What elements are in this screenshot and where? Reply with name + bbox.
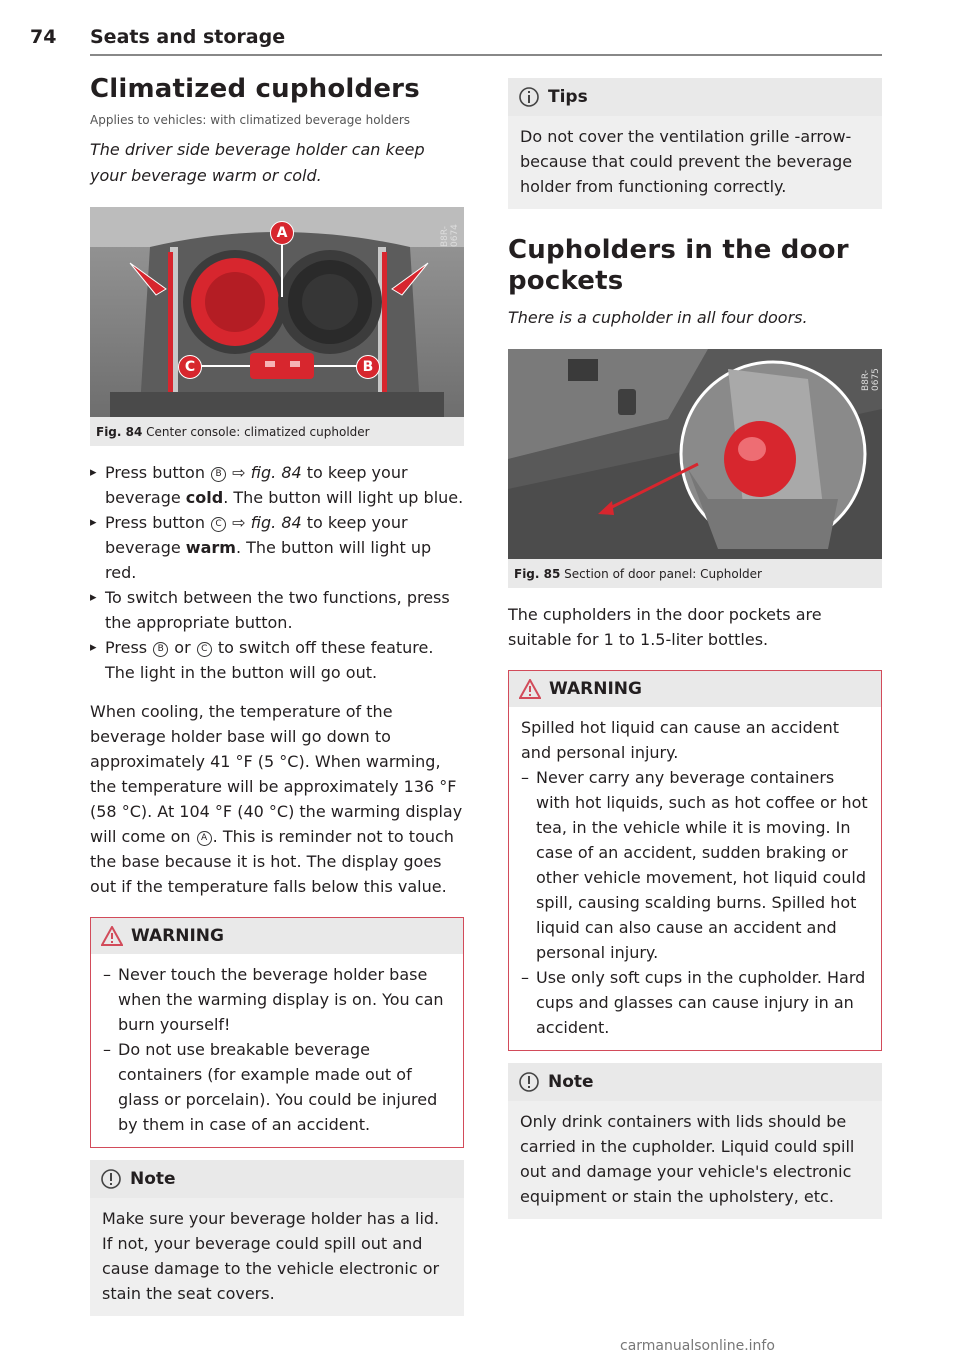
step-cold: ▸ Press button B ⇨ fig. 84 to keep your beverage cold. The button will light up blue.: [90, 460, 464, 510]
ref-c: C: [197, 642, 212, 657]
warning-body: [509, 707, 881, 1050]
footer-watermark[interactable]: carmanualsonline.info: [620, 1338, 775, 1354]
ref-b: B: [211, 467, 226, 482]
section-title: Seats and storage: [90, 26, 286, 48]
warning-item: – Never touch the beverage holder base when the warming display is on. You can burn yourself!: [103, 962, 451, 1037]
door-cupholders-title: Cupholders in the door pockets: [508, 235, 849, 296]
caption-number: Fig. 85: [514, 567, 561, 581]
climatized-intro: The driver side beverage holder can keep your beverage warm or cold.: [90, 140, 425, 185]
left-column: [90, 74, 464, 1316]
callout-a: A: [270, 221, 294, 245]
warning-title: WARNING: [131, 926, 224, 946]
note-header: [90, 1160, 464, 1198]
callout-b: B: [356, 355, 380, 379]
note-exclamation-icon: [100, 1168, 122, 1190]
note-body: Only drink containers with lids should be carried in the cupholder. Liquid could spill out and damage your vehicle's electronic equipment or stain the upholstery, etc.: [508, 1101, 882, 1219]
step-warm: ▸ Press button C ⇨ fig. 84 to keep your beverage warm. The button will light up red.: [90, 510, 464, 585]
tips-box: [508, 78, 882, 209]
warning-body: [91, 954, 463, 1147]
note-body: Make sure your beverage holder has a lid. If not, your beverage could spill out and cause damage to the vehicle electronic or stain the seat covers.: [90, 1198, 464, 1316]
note-exclamation-icon: [518, 1071, 540, 1093]
applies-note: Applies to vehicles: with climatized beverage holders: [90, 113, 411, 127]
caption-number: Fig. 84: [96, 425, 143, 439]
caption-text: Center console: climatized cupholder: [146, 425, 370, 439]
note-box-left: [90, 1160, 464, 1316]
figure-code: B8R-0675: [861, 368, 881, 391]
note-header: [508, 1063, 882, 1101]
warning-list: [521, 765, 869, 1040]
warning-intro: Spilled hot liquid can cause an accident and personal injury.: [521, 718, 840, 762]
ref-c: C: [211, 517, 226, 532]
temperature-paragraph: When cooling, the temperature of the beverage holder base will go down to approximately 41 °F (5 °C). When warming, the temperature will be approximately 136 °F (58 °C). At 104 °F (40 °C) the warming display will come on A . This is reminder not to touch the base because it is hot. The display goes out if the temperature falls below this value.: [90, 702, 463, 896]
warning-box-left: [90, 917, 464, 1148]
note-box-right: [508, 1063, 882, 1219]
ref-a: A: [197, 831, 212, 846]
tips-title: Tips: [548, 87, 588, 107]
door-panel-illustration: [508, 349, 882, 559]
figure-code: B8R-0674: [440, 224, 460, 247]
note-title: Note: [130, 1169, 176, 1189]
page-header: [0, 0, 960, 60]
warning-title: WARNING: [549, 679, 642, 699]
door-intro: There is a cupholder in all four doors.: [508, 308, 808, 327]
fig-ref: fig. 84: [250, 513, 302, 532]
warning-box-right: [508, 670, 882, 1051]
step-switch: ▸ To switch between the two functions, press the appropriate button.: [90, 585, 464, 635]
tips-header: [508, 78, 882, 116]
fig-ref: fig. 84: [250, 463, 302, 482]
right-column: [508, 78, 882, 1219]
callout-c: C: [178, 355, 202, 379]
steps-list: [90, 460, 464, 685]
ref-b: B: [153, 642, 168, 657]
warning-header: [91, 918, 463, 954]
climatized-cupholders-title: Climatized cupholders: [90, 74, 420, 104]
bottles-paragraph: The cupholders in the door pockets are suitable for 1 to 1.5-liter bottles.: [508, 605, 822, 649]
tips-body: Do not cover the ventilation grille -arrow- because that could prevent the beverage holder from functioning correctly.: [508, 116, 882, 209]
warning-item: – Do not use breakable beverage containers (for example made out of glass or porcelain). You could be injured by them in case of an accident.: [103, 1037, 451, 1137]
warning-list: [103, 962, 451, 1137]
header-rule: [90, 54, 882, 56]
warning-triangle-icon: [519, 679, 541, 699]
figure-85-caption: [508, 559, 882, 588]
page-number: 74: [30, 26, 57, 48]
warning-triangle-icon: [101, 926, 123, 946]
warning-item: – Use only soft cups in the cupholder. Hard cups and glasses can cause injury in an accident.: [521, 965, 869, 1040]
figure-84: [90, 207, 464, 446]
note-title: Note: [548, 1072, 594, 1092]
figure-84-caption: [90, 417, 464, 446]
warning-header: [509, 671, 881, 707]
step-off: ▸ Press B or C to switch off these feature. The light in the button will go out.: [90, 635, 464, 685]
info-icon: [518, 86, 540, 108]
caption-text: Section of door panel: Cupholder: [564, 567, 762, 581]
warning-item: – Never carry any beverage containers with hot liquids, such as hot coffee or hot tea, in the vehicle while it is moving. In case of an accident, sudden braking or other vehicle movement, hot liquid could spill, causing scalding burns. Spilled hot liquid can also cause an accident and personal injury.: [521, 765, 869, 965]
figure-85: [508, 349, 882, 588]
